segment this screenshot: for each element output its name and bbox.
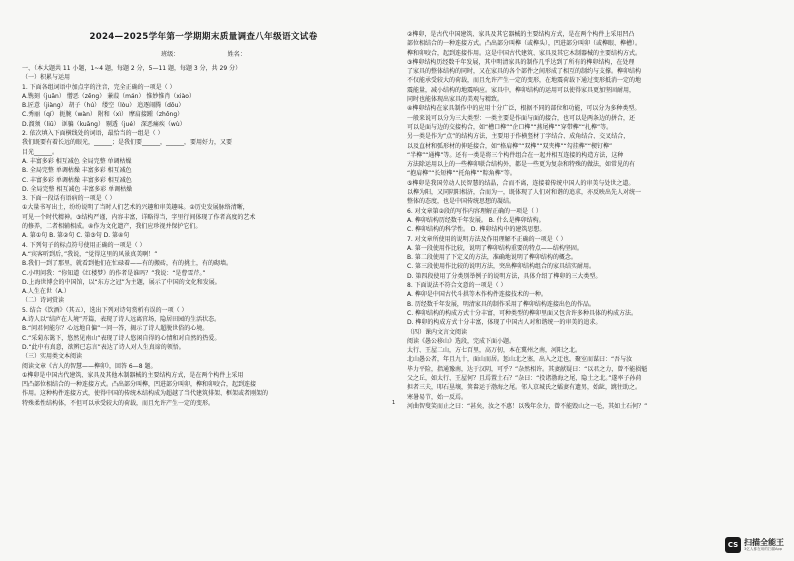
camscanner-icon: CS xyxy=(725,537,741,553)
page-number: 1 xyxy=(392,400,396,406)
text-line: D. 第四段使用了分类别举例子的说明方法，具体介绍了榫卯的三大类型。 xyxy=(407,272,602,280)
text-line: 了家具的整体结构的同时，又在家具的各个部件之间形成了相互的制约与支撑。榫卯结构 xyxy=(407,68,642,76)
text-line: 5. 结合《饮酒》（其五），选出下列对诗句赏析有误的一项（ ） xyxy=(22,306,188,314)
text-line: 可以是面与边的交接构合，如“槽口榫”“企口榫”“燕尾榫”“穿带榫”“扎榫”等。 xyxy=(407,123,613,131)
scan-badge-text xyxy=(744,538,784,552)
text-line: 毕力平险，指通豫南，达于汉阴，可乎？”杂然相许。其妻献疑曰：“以君之力，曾不能损魁 xyxy=(407,365,648,373)
text-line: 方法除运用以上的一些榫卯联合结构外，都是一些更为复杂和特殊的做法，如常见的有 xyxy=(407,161,636,169)
text-line: A. 第一段使用作比较，说明了榫卯结构重要的特点——结构坚固。 xyxy=(407,244,583,252)
text-line: 榫和卯咬合，起到连接作用。这是中国古代建筑、家具及其它木制器械的主要结构方式。 xyxy=(407,49,642,57)
text-line: B. 历经数千年发展，明清家具的制作采用了榫卯结构连接出色的作品。 xyxy=(407,300,595,308)
exam-title: 2024—2025学年第一学期期末质量调查八年级语文试卷 xyxy=(89,32,318,42)
text-line: C. 第三段使用作比较的说明方法，突出榫卯结构组合的家具结实耐用。 xyxy=(407,263,596,271)
text-line: 北山愚公者，年且九十，面山而居。惩山北之塞，出入之迂也，聚室而谋曰：“吾与汝 xyxy=(407,356,633,364)
text-line: 一、（本大题共 11 小题，1~4 题，每题 2 分，5—11 题，每题 3 分，共 29 分） xyxy=(22,65,242,72)
text-line: 1. 下面各组词语中加点字的注音，完全正确的一项是（ ） xyxy=(22,83,176,91)
text-line: 凹凸部位相结合的一种连接方式。凸出部分叫榫，凹进部分叫卯，榫和卯咬合，起到连接 xyxy=(22,381,257,389)
text-line: A.“宾客听到后，”我说，“觉得这里的风景真美啊！” xyxy=(22,250,158,258)
text-line: 阅读文章《古人的智慧——榫卯》，回答 6—8 题。 xyxy=(22,362,157,370)
text-line: 担者三夫，叩石垦壤，箕畚运于渤海之尾。邻人京城氏之孀妻有遗男，始龀，跳往助之。 xyxy=(407,384,642,392)
text-line: 整体的态度，也是中国传统思想的凝结。 xyxy=(407,198,516,206)
text-line: 部位相结合的一种连接方式。凸出部分叫榫（或榫头），凹进部分叫卯（或榫眼、榫槽）。 xyxy=(407,40,642,48)
right-text-block xyxy=(407,30,774,411)
text-line: 特殊柔性结构体，不但可以承受较大的荷载，而且允许产生一定的变形。 xyxy=(22,399,215,407)
text-line: A.人生在世（A.） xyxy=(22,288,70,296)
text-line: ④榫卯结构在家具制作中的应用十分广泛，根据不同的部位和功能，可以分为多种类型。 xyxy=(407,105,641,113)
text-line: B.“问君何能尔？心远地自偏”一问一答，揭示了诗人超脱世俗的心境。 xyxy=(22,325,209,333)
text-line: B.匠意（jiàng） 胡子（hú） 缕空（lòu） 追逐闹腾（dōu） xyxy=(22,102,185,110)
text-line: “抱肩榫”“长短榫”“托角榫”“粽角榫”等。 xyxy=(407,170,516,178)
text-line: 阅读《愚公移山》选段，完成下面小题。 xyxy=(407,337,516,345)
text-line: 的修养，二者相辅相成。④作为文化遗产，我们应珍视并保护它们。 xyxy=(22,223,202,231)
text-line: 寒暑易节，始一反焉。 xyxy=(407,393,468,401)
text-line: C. 榫卯结构的科学性。 D. 榫卯结构中的建筑思想。 xyxy=(407,226,546,234)
text-line: A. 第①句 B. 第②句 C. 第③句 D. 第④句 xyxy=(22,232,130,240)
name-label: 姓名： xyxy=(227,51,247,58)
text-line: 7. 对文章所使用的说明方法及作用理解不正确的一项是（ ） xyxy=(407,235,567,243)
text-line: 河曲智叟笑而止之曰：“甚矣，汝之不惠！以残年余力，曾不能毁山之一毛，其如土石何？” xyxy=(407,402,648,410)
text-line: D.上海世博会的中国馆，以“东方之冠”为主题，展示了中国的文化和发展。 xyxy=(22,278,221,286)
text-line: 震能量，减小结构的地震响应。家具中，榫卯结构的运用可以使得家具更加坚固耐用， xyxy=(407,86,636,94)
text-line: 太行、王屋二山，方七百里，高万仞，本在冀州之南，河阳之北。 xyxy=(407,347,582,355)
text-line: B. 全局完整 单调枯燥 丰富多彩 相互减色 xyxy=(22,167,132,175)
text-line: C.秀丽（qí） 扼腕（wàn） 附和（xì） 摩肩接踵（zhǒng） xyxy=(22,111,184,119)
text-line: D.“此中有真意，欲辨已忘言”表达了诗人对人生真谛的领悟。 xyxy=(22,343,185,351)
text-line: ③榫卯结构历经数千年发展，其中明清家具的制作几乎达到了所有的榫卯结构，在处理 xyxy=(407,58,635,66)
class-label: 班级： xyxy=(160,51,180,58)
scan-app-badge xyxy=(725,537,784,553)
text-line: A.诗人以“结庐在人境”开篇，表现了诗人远离官场、隐居田园的生活状态。 xyxy=(22,316,221,324)
text-line: “半榫”“通榫”等。还有一类是将三个构件组合在一起并相互连接的构造方法，这种 xyxy=(407,151,624,159)
text-line: 一般来说可以分为三大类型：一类主要是作面与面的接合，也可以是两条边的拼合，还 xyxy=(407,114,636,122)
text-line: A. 榫卯是中国古代斗拱等木作构件连接技术的一种。 xyxy=(407,291,547,299)
text-line: C. 丰富多彩 单调枯燥 丰富多彩 相互减色 xyxy=(22,176,132,184)
scan-badge-name: 扫描全能王 xyxy=(744,538,784,547)
text-line: 父之丘，如太行、王屋何？且焉置土石？”杂曰：“投诸渤海之尾，隐土之北。”遂率子孙荷 xyxy=(407,374,642,382)
text-line: B.我们一到了那里，就看到他们在忙碌着——有的搬砖，有的挑土，有的砌墙。 xyxy=(22,260,233,268)
text-line: 可见一个时代精神。③结构严谨，内容丰富，详略得当，字里行间体现了作者高度的艺术 xyxy=(22,213,256,221)
text-line: D.溜须（liū） 诓骗（kuāng） 剔透（jué） 深恶痛疾（wù） xyxy=(22,120,186,128)
right-page xyxy=(397,0,794,561)
text-line: 3. 下面一段话有语病的一项是（ ） xyxy=(22,195,116,203)
text-line: 2. 依次填入下面横线处的词语，最恰当的一组是（ ） xyxy=(22,130,164,138)
text-line: 另一类是作为“点”的结构方法，主要用于作横竖材丁字结合、成角结合、交叉结合， xyxy=(407,133,630,141)
text-line: 作用。这种构件连接方式，使得中国的传统木结构成为超越了当代建筑排架、框架或者刚架的 xyxy=(22,390,269,398)
student-info xyxy=(22,49,385,58)
text-line: ①大量书写出土，纷纷说明了当时人们艺术的兴趣和审美趣味。②历史发展脉络清晰， xyxy=(22,204,249,212)
text-line: 6. 对文章第②段的写作内容理解正确的一项是（ ） xyxy=(407,207,542,215)
text-line: （四）课内文言文阅读 xyxy=(407,328,468,336)
text-line: D. 全局完整 相互减色 丰富多彩 单调枯燥 xyxy=(22,185,133,193)
text-line: 以及直材和弧形材的伸延接合，如“格肩榫”“双榫”“双夹榫”“勾挂榫”“楔钉榫” xyxy=(407,142,613,150)
text-line: （二）诗词赏读 xyxy=(22,297,65,305)
text-line: 以榫为阳，又同阴阳相济，合而为一，既体现了人们对和谐的追求，亦反映出先人对统一 xyxy=(407,189,642,197)
text-line: B. 第二段使用了下定义的方法，准确地说明了榫卯结构的概念。 xyxy=(407,254,577,262)
text-line: 4. 下列句子的标点符号使用正确的一项是（ ） xyxy=(22,241,146,249)
text-line: C. 榫卯结构的构成方式十分丰富，可种类型的榫卯里面又包含许多种具体的构成方法。 xyxy=(407,309,638,317)
text-line: A. 榫卯结构历经数千年发展。 B. 什么是榫卯结构。 xyxy=(407,216,545,224)
text-line: ②榫卯，是古代中国建筑、家具及其它器械的主要结构方式，是在两个构件上采用凹凸 xyxy=(407,31,635,38)
text-line: ①榫卯是中国古代建筑、家具及其他木制器械的主要结构方式，是在两个构件上采用 xyxy=(22,371,244,379)
text-line: D. 榫卯的构成方式十分丰富，体现了中国古人对和谐统一的审美的追求。 xyxy=(407,319,602,327)
text-line: A.镌刻（juān） 憎恶（zēng） 蒹葭（mán） 惟妙惟肖（xiào） xyxy=(22,92,195,100)
scan-badge-sub: 3亿人都在用的扫描App xyxy=(744,547,783,551)
text-line: ⑤榫卯是我国劳动人民智慧的结晶，合而不离，连接着传统中国人的审美与处世之道。 xyxy=(407,179,635,187)
text-line: 同时也能体现出家具的美观与精致。 xyxy=(407,96,504,104)
text-line: （三）实用类文本阅读 xyxy=(22,353,83,361)
text-line: 我们既要有着长远的眼光，______；是我们要______，______，要用好力，又要 xyxy=(22,139,233,147)
text-line: 目光______。 xyxy=(22,148,59,156)
text-line: 不仅能承受较大的荷载，而且允许产生一定的变形，在地震荷载下通过变形抵消一定的地 xyxy=(407,77,642,85)
text-line: C.“采菊东篱下，悠然见南山”表现了诗人悠闲自得的心情和对自然的热爱。 xyxy=(22,334,221,342)
text-line: A. 丰富多彩 相互减色 全局完整 单调枯燥 xyxy=(22,157,132,165)
text-line: （一）积累与运用 xyxy=(22,74,71,82)
text-line: 8. 下面说法不符合文意的一项是（ ） xyxy=(407,282,507,290)
left-text-block xyxy=(22,64,385,408)
text-line: C.小明问我：“你知道《红楼梦》的作者是谁吗？”我说：“是曹雪芹。” xyxy=(22,269,206,277)
